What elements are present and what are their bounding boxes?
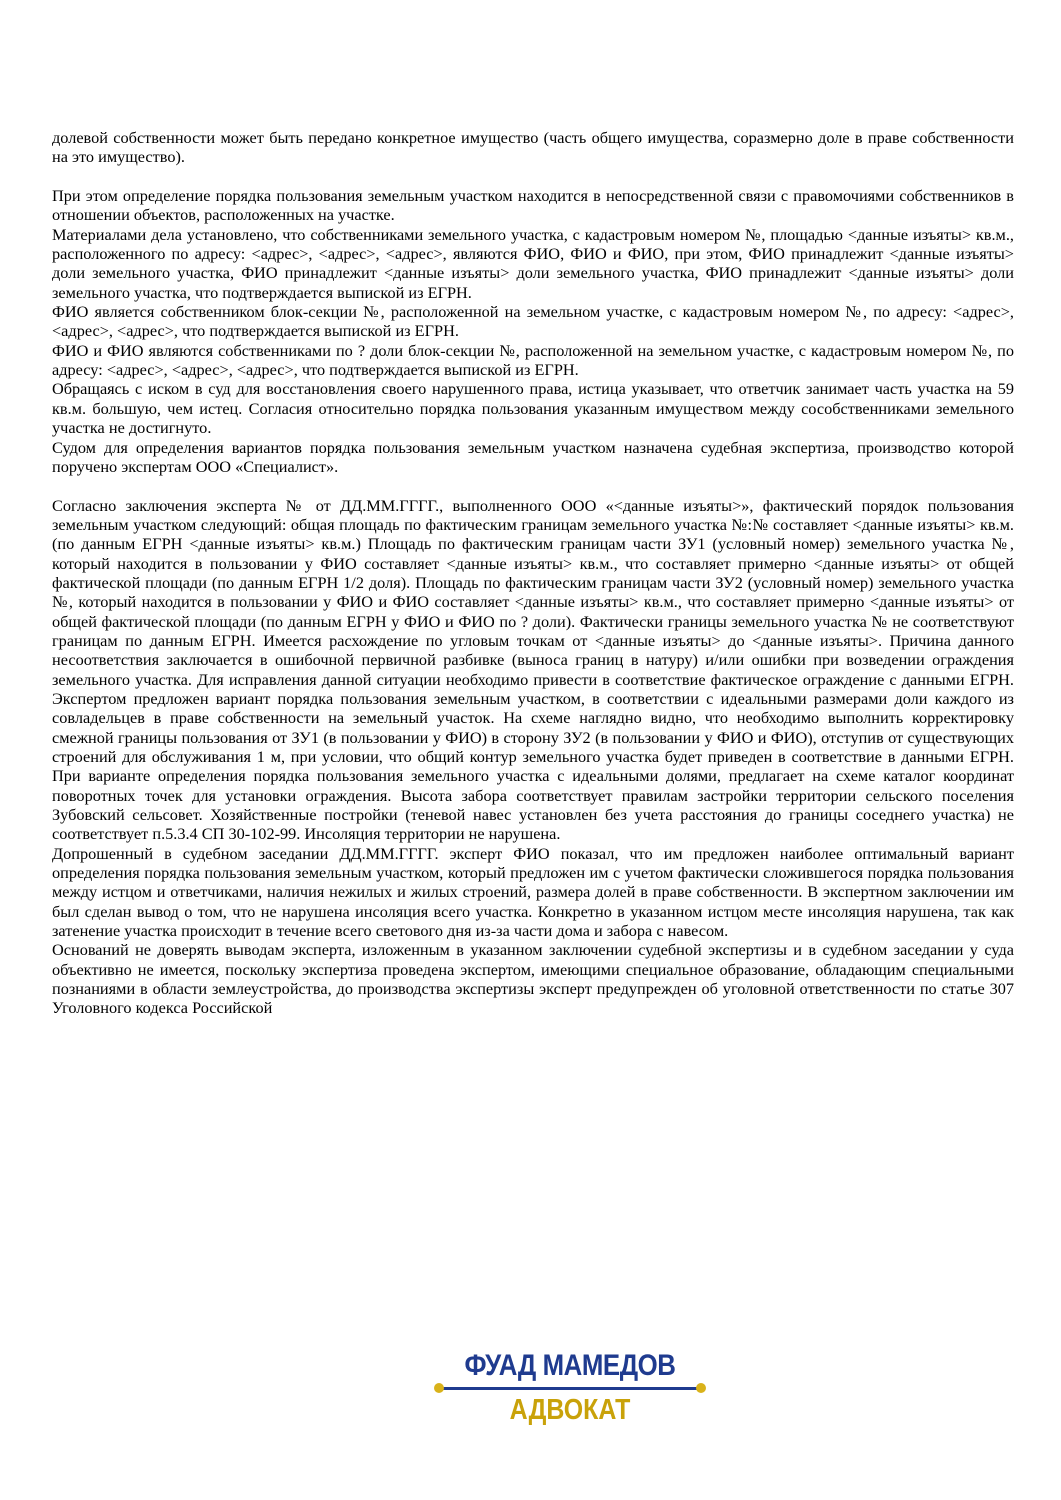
paragraph-expert-conclusion: Согласно заключения эксперта № от ДД.ММ.ГГГГ., выполненного ООО «<данные изъяты>», фактический порядок пользования земельным участком следующий: общая площадь по фактическим границам земельного участка №:№ составляет <данные изъяты> кв.м. (по данным ЕГРН <данные изъяты> кв.м.) Площадь по фактическим границам части ЗУ1 (условный номер) земельного участка №, который находится в пользовании у ФИО составляет <данные изъяты> кв.м., что составляет примерно <данные изъяты> от общей фактической площади (по данным ЕГРН 1/2 доля). Площадь по фактическим границам части ЗУ2 (условный номер) земельного участка №, который находится в пользовании у ФИО и ФИО составляет <данные изъяты> кв.м., что составляет примерно <данные изъяты> от общей фактической площади (по данным ЕГРН у ФИО и ФИО по ? доли). Фактически границы земельного участка № не соответствуют границам по данным ЕГРН. Имеется расхождение по угловым точкам от <данные изъяты> до <данные изъяты>. Причина данного несоответствия заключается в ошибочной первичной разбивке (выноса границ в натуру) и/или ошибки при возведении ограждения земельного участка. Для исправления данной ситуации необходимо привести в соответствие фактическое ограждение с данными ЕГРН. Экспертом предложен вариант порядка пользования земельным участком, в соответствии с идеальными размерами доли каждого из совладельцев в праве собственности на земельный участок. На схеме наглядно видно, что необходимо выполнить корректировку смежной границы пользования от ЗУ1 (в пользовании у ФИО) в сторону ЗУ2 (в пользовании у ФИО и ФИО), отступив от существующих строений для обслуживания 1 м, при условии, что общий контур земельного участка будет приведен в соответствие в данными ЕГРН. При варианте определения порядка пользования земельного участка с идеальными долями, предлагает на схеме каталог координат поворотных точек для установки ограждения. Высота забора соответствует правилам застройки территории сельского поселения Зубовский сельсовет. Хозяйственные постройки (теневой навес установлен без учета расстояния до границы соседнего участка) не соответствует п.5.3.4 СП 30-102-99. Инсоляция территории не нарушена. bbox=[52, 495, 1014, 844]
paragraph-expert-trust: Оснований не доверять выводам эксперта, изложенным в указанном заключении судебной экспертизы и в судебном заседании у суда объективно не имеется, поскольку экспертиза проведена экспертом, имеющими специальное образование, обладающим специальными познаниями в области землеустройства, до производства экспертизы эксперт предупрежден об уголовной ответственности по статье 307 Уголовного кодекса Российской bbox=[52, 940, 1014, 1018]
logo-title: АДВОКАТ bbox=[509, 1394, 631, 1426]
paragraph-shared-ownership: долевой собственности может быть передано конкретное имущество (часть общего имущества, соразмерно доле в праве собственности на это имущество). bbox=[52, 128, 1014, 167]
logo-name: ФУАД МАМЕДОВ bbox=[464, 1349, 676, 1382]
advocate-logo bbox=[430, 1349, 710, 1429]
logo-dot-left-icon bbox=[434, 1383, 444, 1393]
document-body bbox=[52, 128, 1014, 1018]
paragraph-expert-testimony: Допрошенный в судебном заседании ДД.ММ.ГГГГ. эксперт ФИО показал, что им предложен наиболее оптимальный вариант определения порядка пользования земельным участком, который предложен им с учетом фактически сложившегося порядка пользования между истцом и ответчиками, наличия нежилых и жилых строений, размера долей в праве собственности. В экспертном заключении им был сделан вывод о том, что не нарушена инсоляция всего участка. Конкретно в указанном истцом месте инсоляция нарушена, так как затенение участка происходит в течение всего светового дня из-за части дома и забора с навесом. bbox=[52, 843, 1014, 941]
paragraph-land-use-order: При этом определение порядка пользования земельным участком находится в непосредственной связи с правомочиями собственников в отношении объектов, расположенных на участке. bbox=[52, 186, 1014, 225]
paragraph-claim: Обращаясь с иском в суд для восстановления своего нарушенного права, истица указывает, что ответчик занимает часть участка на 59 кв.м. большую, чем истец. Согласия относительно порядка пользования указанным имуществом между сособственниками земельного участка не достигнуто. bbox=[52, 379, 1014, 438]
logo-dot-right-icon bbox=[696, 1383, 706, 1393]
paragraph-block-section-owner: ФИО является собственником блок-секции №, расположенной на земельном участке, с кадастровым номером №, по адресу: <адрес>, <адрес>, <адрес>, что подтверждается выпиской из ЕГРН. bbox=[52, 302, 1014, 341]
paragraph-expertise-appointed: Судом для определения вариантов порядка пользования земельным участком назначена судебная экспертиза, производство которой поручено экспертам ООО «Специалист». bbox=[52, 437, 1014, 476]
logo-divider-line bbox=[438, 1387, 702, 1390]
paragraph-case-materials: Материалами дела установлено, что собственниками земельного участка, с кадастровым номером №, площадью <данные изъяты> кв.м., расположенного по адресу: <адрес>, <адрес>, <адрес>, являются ФИО, ФИО и ФИО, при этом, ФИО принадлежит <данные изъяты> доли земельного участка, ФИО принадлежит <данные изъяты> доли земельного участка, ФИО принадлежит <данные изъяты> доли земельного участка, что подтверждается выпиской из ЕГРН. bbox=[52, 224, 1014, 302]
paragraph-block-section-co-owners: ФИО и ФИО являются собственниками по ? доли блок-секции №, расположенной на земельном участке, с кадастровым номером №, по адресу: <адрес>, <адрес>, <адрес>, что подтверждается выпиской из ЕГРН. bbox=[52, 340, 1014, 380]
